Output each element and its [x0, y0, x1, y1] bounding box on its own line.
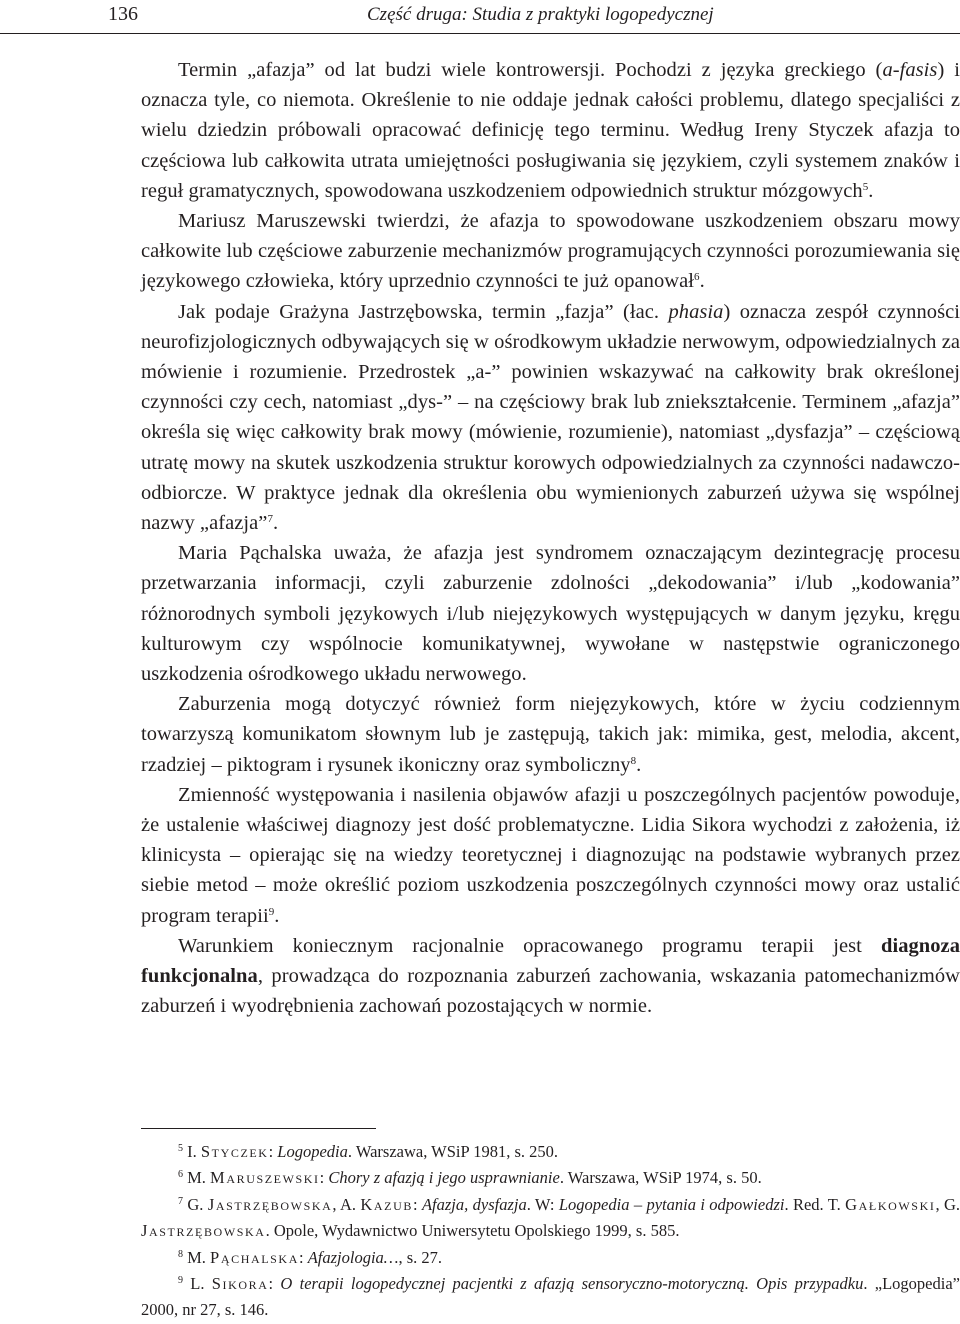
header-rule: [0, 33, 960, 34]
footnote-ref[interactable]: 6: [694, 271, 700, 284]
footnote: $^5$ I. Styczek: Logopedia. Warszawa, WSiP 1981, s. 250.: [178, 1142, 558, 1161]
paragraph: Jak podaje Grażyna Jastrzębowska, termin „fazja” (łac. phasia) oznacza zespół czynności neurofizjologicznych odbywających się w ośrodkowym układzie nerwowym, odpowiedzialnych za mówienie i rozumienie. Przedrostek „a-” powinien wskazywać na całkowity brak określonej czynności czy cech, natomiast „dys-” – na częściowy brak lub zniekształcenie. Terminem „afazja” określa się więc całkowity brak mowy (mówienie, rozumienie), natomiast „dysfazja” – częściową utratę mowy na skutek uszkodzenia struktur korowych odpowiedzialnych za czynności nadawczo-odbiorcze. W praktyce jednak dla określenia obu wymienionych zaburzeń używa się wspólnej nazwy „afazja”$^7$.: [141, 300, 960, 535]
page-number: 136: [108, 3, 138, 25]
body-text: [141, 55, 960, 1022]
footnotes: [141, 1139, 960, 1324]
footnote-ref[interactable]: 7: [267, 513, 274, 526]
footnote: $^6$ M. Maruszewski: Chory z afazją i jego usprawnianie. Warszawa, WSiP 1974, s. 50.: [178, 1168, 762, 1188]
footnote-ref[interactable]: 9: [268, 905, 275, 918]
footnote: $^9$ L. Sikora: O terapii logopedycznej pacjentki z afazją sensoryczno-motoryczną. Opis przypadku. „Logopedia” 2000, nr 27, s. 146.: [141, 1274, 960, 1320]
footnote: $^8$ M. Pąchalska: Afazjologia…, s. 27.: [178, 1247, 442, 1267]
footnote: $^7$ G. Jastrzębowska, A. Kazub: Afazja, dysfazja. W: Logopedia – pytania i odpowiedzi. Red. T. Gałkowski, G. Jastrzębowska. Opole, Wydawnictwo Uniwersytetu Opolskiego 1999, s. 585.: [141, 1194, 960, 1241]
footnote-rule: [141, 1128, 376, 1129]
paragraph: Mariusz Maruszewski twierdzi, że afazja to spowodowane uszkodzeniem obszaru mowy całkowite lub częściowe zaburzenie mechanizmów programujących czynności porozumiewania się językowego człowieka, który uprzednio czynności te już opanował$^6$.: [141, 210, 960, 293]
footnote-ref[interactable]: 8: [630, 754, 637, 767]
paragraph: Termin „afazja” od lat budzi wiele kontrowersji. Pochodzi z języka greckiego (a-fasis) i oznacza tyle, co niemota. Określenie to nie oddaje jednak całości problemu, dlatego specjaliści z wielu dziedzin próbowali opracować definicję tego terminu. Według Ireny Styczek afazja to częściowa lub całkowita utrata umiejętności posługiwania się językiem, czyli systemem znaków i reguł gramatycznych, spowodowana uszkodzeniem odpowiednich struktur mózgowych$^5$.: [141, 59, 960, 202]
footnote-ref[interactable]: 5: [862, 180, 869, 193]
paragraph: Zmienność występowania i nasilenia objawów afazji u poszczególnych pacjentów powoduje, że ustalenie właściwej diagnozy jest dość problematyczne. Lidia Sikora wychodzi z założenia, iż klinicysta – opierając się na wiedzy teoretycznej i diagnozując na podstawie wybranych przez siebie metod – może określić poziom uszkodzenia poszczególnych czynności mowy oraz ustalić program terapii$^9$.: [141, 783, 960, 927]
page-header: [0, 0, 960, 34]
running-head: Część druga: Studia z praktyki logopedycznej: [367, 4, 714, 25]
paragraph: Zaburzenia mogą dotyczyć również form niejęzykowych, które w życiu codziennym towarzyszą komunikatom słownym lub je zastępują, takich jak: mimika, gest, melodia, akcent, rzadziej – piktogram i rysunek ikoniczny oraz symboliczny$^8$.: [141, 693, 960, 776]
paragraph: Warunkiem koniecznym racjonalnie opracowanego programu terapii jest diagnoza funkcjonalna, prowadząca do rozpoznania zaburzeń zachowania, wskazania patomechanizmów zaburzeń i wyodrębnienia zachowań pozostających w normie.: [141, 934, 960, 1018]
paragraph: Maria Pąchalska uważa, że afazja jest syndromem oznaczającym dezintegrację procesu przetwarzania informacji, czyli zaburzenie zdolności „dekodowania” i/lub „kodowania” różnorodnych symboli językowych i/lub niejęzykowych występujących w danym języku, kręgu kulturowym czy wspólnocie komunikatywnej, wywołane w następstwie ograniczonego uszkodzenia ośrodkowego układu nerwowego.: [141, 542, 960, 686]
